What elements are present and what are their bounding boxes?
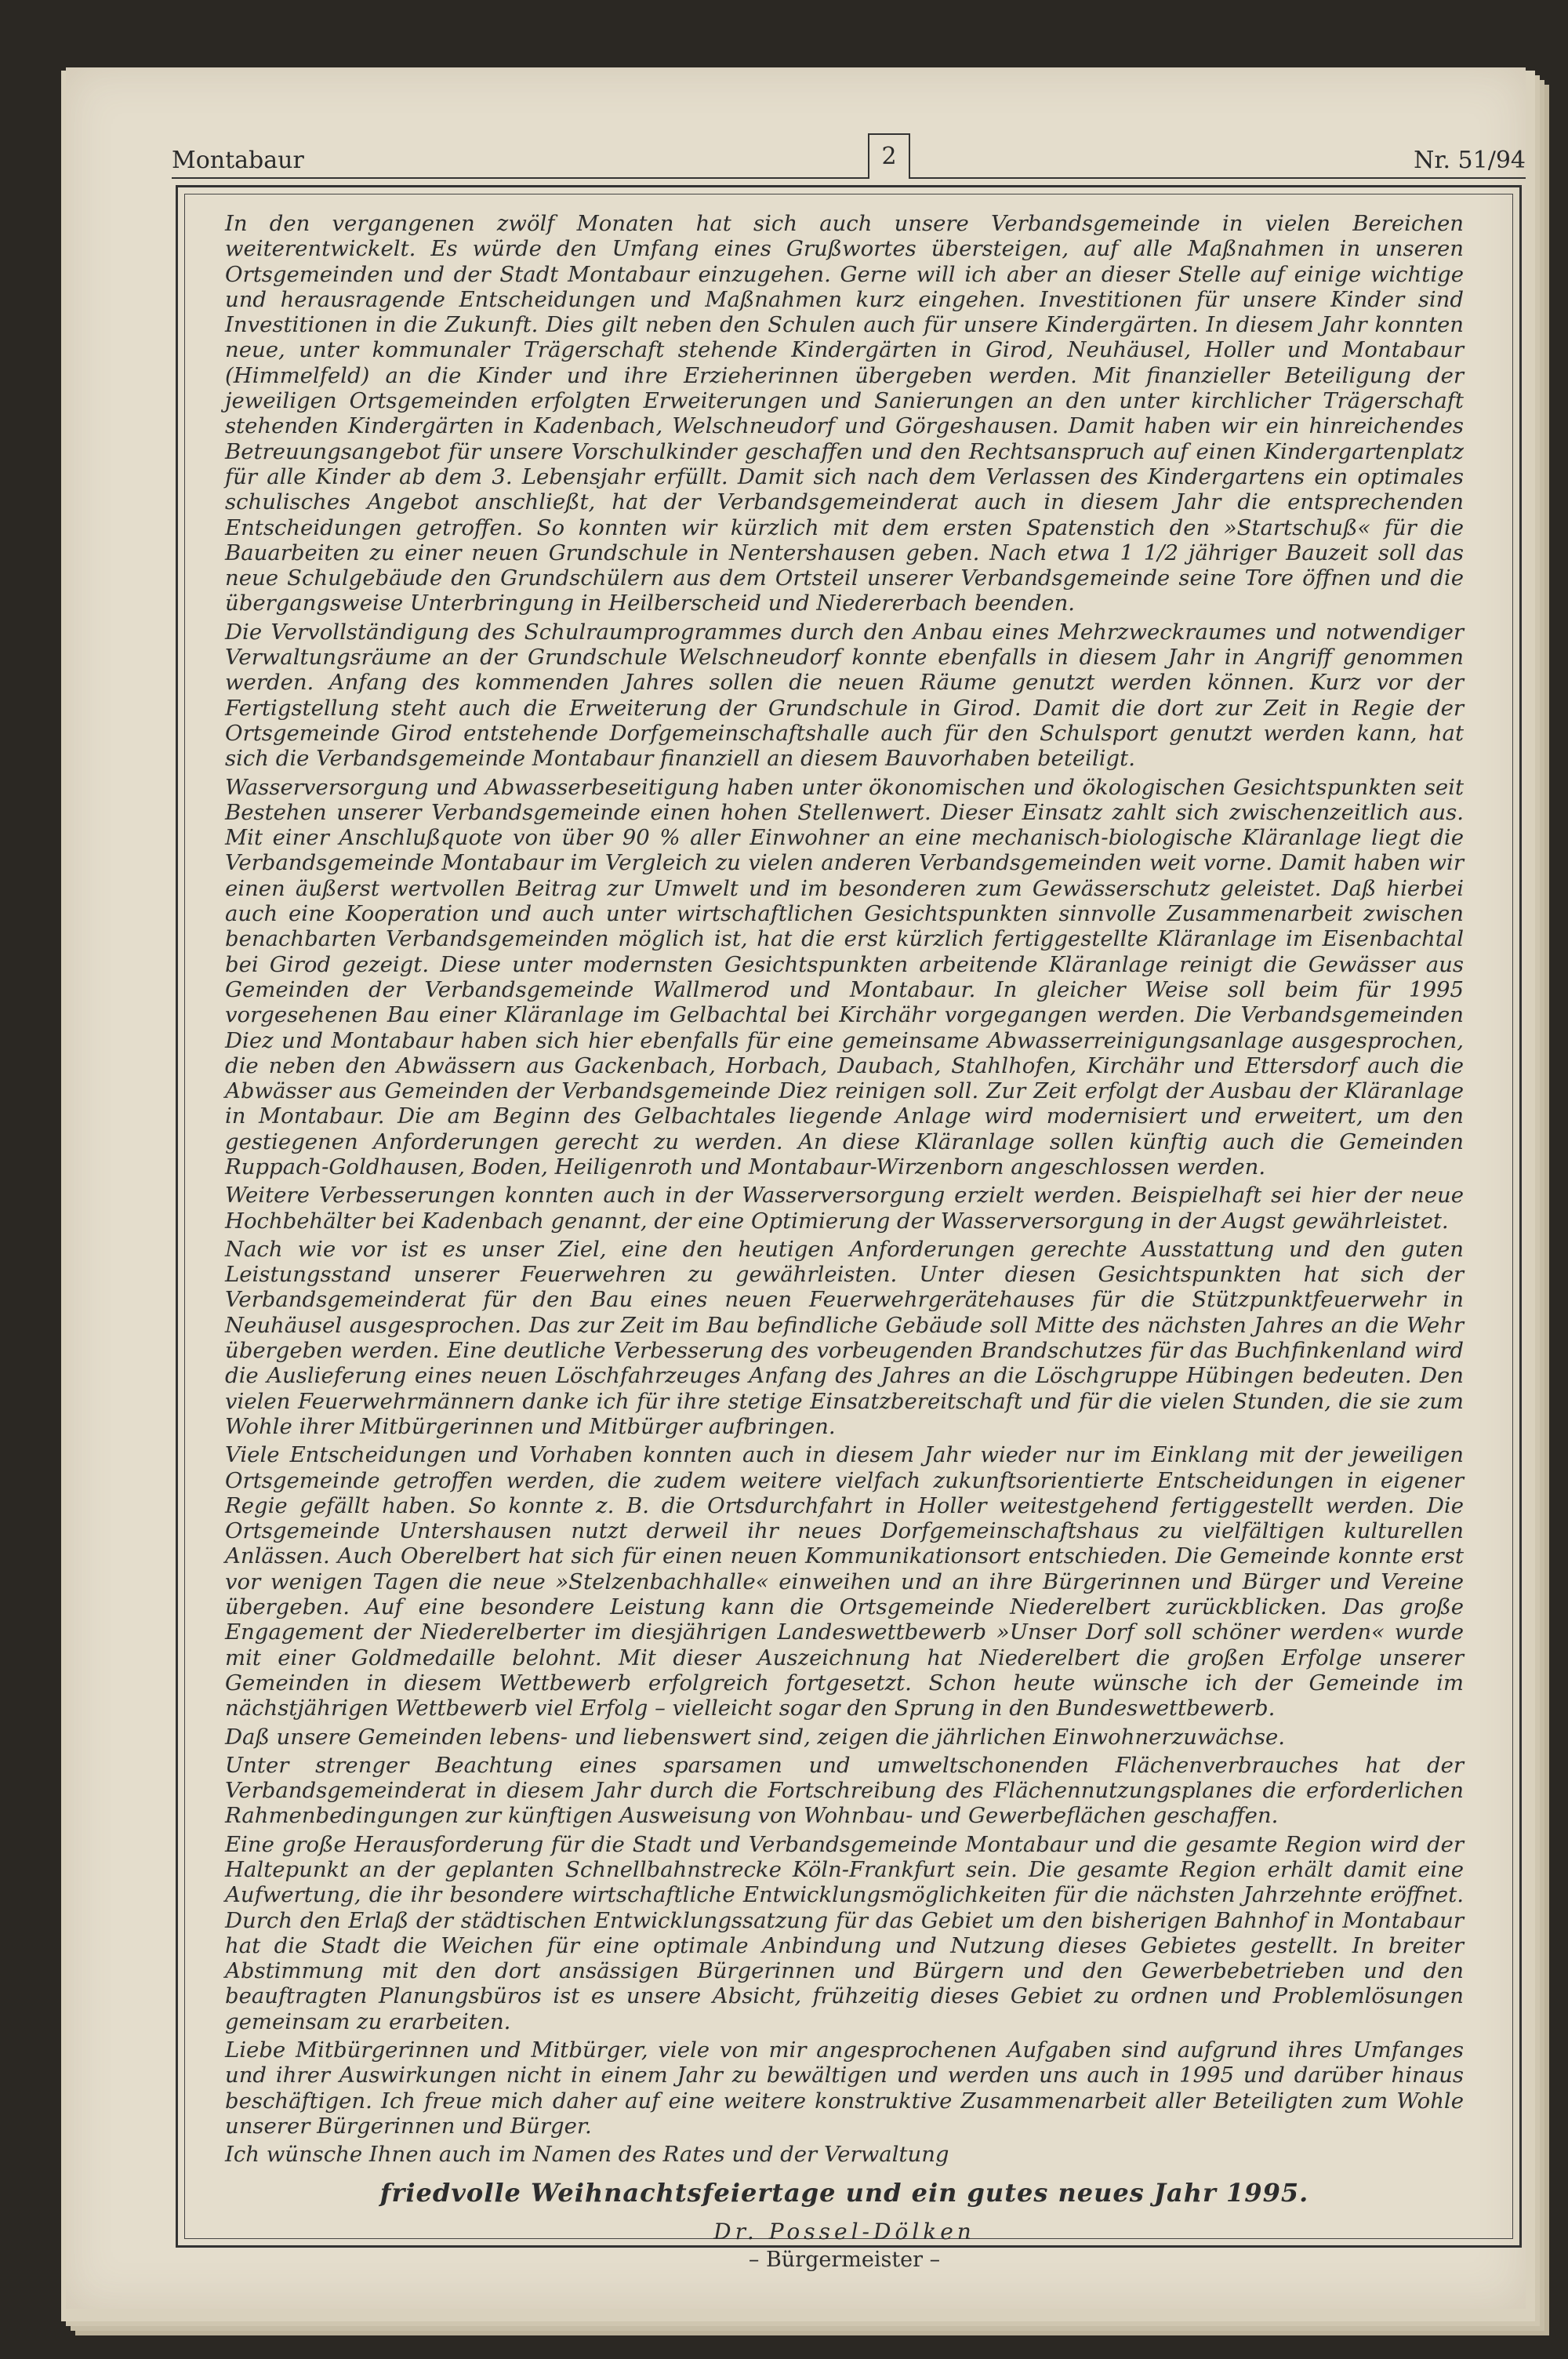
page-header (172, 130, 1526, 179)
header-page-number: 2 (868, 133, 910, 179)
paragraph: Unter strenger Beachtung eines sparsamen und umweltschonenden Flächenverbrauches hat der Verbandsgemeinderat in diesem Jahr durch die Fortschreibung des Flächennutzungsplanes die erforderlichen Rahmenbedingungen zur künftigen Ausweisung von Wohnbau- und Gewerbeflächen geschaffen. (225, 1752, 1464, 1829)
paragraph: Daß unsere Gemeinden lebens- und liebenswert sind, zeigen die jährlichen Einwohnerzuwächse. (225, 1724, 1285, 1750)
paragraph: Die Vervollständigung des Schulraumprogrammes durch den Anbau eines Mehrzweckraumes und notwendiger Verwaltungsräume an der Grundschule Welschneudorf konnte ebenfalls in diesem Jahr in Angriff genommen werden. Anfang des kommenden Jahres sollen die neuen Räume genutzt werden können. Kurz vor der Fertigstellung steht auch die Erweiterung der Grundschule in Girod. Damit die dort zur Zeit in Regie der Ortsgemeinde Girod entstehende Dorfgemeinschaftshalle auch für den Schulsport genutzt werden kann, hat sich die Verbandsgemeinde Montabaur finanziell an diesem Bauvorhaben beteiligt. (225, 619, 1464, 772)
signature-name: Dr. Possel-Dölken (713, 2218, 975, 2245)
header-issue-number: Nr. 51/94 (1414, 147, 1526, 174)
paragraph: Viele Entscheidungen und Vorhaben konnten auch in diesem Jahr wieder nur im Einklang mit der jeweiligen Ortsgemeinde getroffen werden, die zudem weitere vielfach zukunftsorientierte Entscheidungen in eigener Regie gefällt haben. So konnte z. B. die Ortsdurchfahrt in Holler weitestgehend fertiggestellt werden. Die Ortsgemeinde Untershausen nutzt derweil ihr neues Dorfgemeinschaftshaus zu vielfältigen kulturellen Anlässen. Auch Oberelbert hat sich für einen neuen Kommunikationsort entschieden. Die Gemeinde konnte erst vor wenigen Tagen die neue »Stelzenbachhalle« einweihen und an ihre Bürgerinnen und Bürger und Vereine übergeben. Auf eine besondere Leistung kann die Ortsgemeinde Niederelbert zurückblicken. Das große Engagement der Niederelberter im diesjährigen Landeswettbewerb »Unser Dorf soll schöner werden« wurde mit einer Goldmedaille belohnt. Mit dieser Auszeichnung hat Niederelbert die großen Erfolge unserer Gemeinden in diesem Wettbewerb erfolgreich fortgesetzt. Schon heute wünsche ich der Gemeinde im nächstjährigen Wettbewerb viel Erfolg – vielleicht sogar den Sprung in den Bundeswettbewerb. (225, 1442, 1464, 1721)
paragraph: Wasserversorgung und Abwasserbeseitigung haben unter ökonomischen und ökologischen Gesichtspunkten seit Bestehen unserer Verbandsgemeinde einen hohen Stellenwert. Dieser Einsatz zahlt sich zwischenzeitlich aus. Mit einer Anschlußquote von über 90 % aller Einwohner an eine mechanisch-biologische Kläranlage liegt die Verbandsgemeinde Montabaur im Vergleich zu vielen anderen Verbandsgemeinden weit vorne. Damit haben wir einen äußerst wertvollen Beitrag zur Umwelt und im besonderen zum Gewässerschutz geleistet. Daß hierbei auch eine Kooperation und auch unter wirtschaftlichen Gesichtspunkten sinnvolle Zusammenarbeit zwischen benachbarten Verbandsgemeinden möglich ist, hat die erst kürzlich fertiggestellte Kläranlage im Eisenbachtal bei Girod gezeigt. Diese unter modernsten Gesichtspunkten arbeitende Kläranlage reinigt die Gewässer aus Gemeinden der Verbandsgemeinde Wallmerod und Montabaur. In gleicher Weise soll beim für 1995 vorgesehenen Bau einer Kläranlage im Gelbachtal bei Kirchähr vorgegangen werden. Die Verbandsgemeinden Diez und Montabaur haben sich hier ebenfalls für eine gemeinsame Abwasserreinigungsanlage ausgesprochen, die neben den Abwässern aus Gackenbach, Horbach, Daubach, Stahlhofen, Kirchähr und Ettersdorf auch die Abwässer aus Gemeinden der Verbandsgemeinde Diez reinigen soll. Zur Zeit erfolgt der Ausbau der Kläranlage in Montabaur. Die am Beginn des Gelbachtales liegende Anlage wird modernisiert und erweitert, um den gestiegenen Anforderungen gerecht zu werden. An diese Kläranlage sollen künftig auch die Gemeinden Ruppach-Goldhausen, Boden, Heiligenroth und Montabaur-Wirzenborn angeschlossen werden. (225, 774, 1464, 1180)
header-publication: Montabaur (172, 147, 304, 174)
signature-title: – Bürgermeister – (748, 2248, 941, 2273)
paragraph: In den vergangenen zwölf Monaten hat sich auch unsere Verbandsgemeinde in vielen Bereichen weiterentwickelt. Es würde den Umfang eines Grußwortes übersteigen, auf alle Maßnahmen in unseren Ortsgemeinden und der Stadt Montabaur einzugehen. Gerne will ich aber an dieser Stelle auf einige wichtige und herausragende Entscheidungen und Maßnahmen kurz eingehen. Investitionen für unsere Kinder sind Investitionen in die Zukunft. Dies gilt neben den Schulen auch für unsere Kindergärten. In diesem Jahr konnten neue, unter kommunaler Trägerschaft stehende Kindergärten in Girod, Neuhäusel, Holler und Montabaur (Himmelfeld) an die Kinder und ihre Erzieherinnen übergeben werden. Mit finanzieller Beteiligung der jeweiligen Ortsgemeinden erfolgten Erweiterungen und Sanierungen an den unter kirchlicher Trägerschaft stehenden Kindergärten in Kadenbach, Welschneudorf und Görgeshausen. Damit haben wir ein hinreichendes Betreuungsangebot für unsere Vorschulkinder geschaffen und den Rechtsanspruch auf einen Kindergartenplatz für alle Kinder ab dem 3. Lebensjahr erfüllt. Damit sich nach dem Verlassen des Kindergartens ein optimales schulisches Angebot anschließt, hat der Verbandsgemeinderat auch in diesem Jahr die entsprechenden Entscheidungen getroffen. So konnten wir kürzlich mit dem ersten Spatenstich den »Startschuß« für die Bauarbeiten zu einer neuen Grundschule in Nentershausen geben. Nach etwa 1 1/2 jähriger Bauzeit soll das neue Schulgebäude den Grundschülern aus dem Ortsteil unserer Verbandsgemeinde seine Tore öffnen und die übergangsweise Unterbringung in Heilberscheid und Niedererbach beenden. (225, 211, 1464, 616)
paragraph: Eine große Herausforderung für die Stadt und Verbandsgemeinde Montabaur und die gesamte Region wird der Haltepunkt an der geplanten Schnellbahnstrecke Köln-Frankfurt sein. Die gesamte Region erhält damit eine Aufwertung, die ihr besondere wirtschaftliche Entwicklungsmöglichkeiten für die nächsten Jahrzehnte eröffnet. Durch den Erlaß der städtischen Entwicklungssatzung für das Gebiet um den bisherigen Bahnhof in Montabaur hat die Stadt die Weichen für eine optimale Anbindung und Nutzung dieses Gebietes gestellt. In breiter Abstimmung mit den dort ansässigen Bürgerinnen und Bürgern und den Gewerbebetrieben und den beauftragten Planungsbüros ist es unsere Absicht, frühzeitig dieses Gebiet zu ordnen und Problemlösungen gemeinsam zu erarbeiten. (225, 1831, 1464, 2034)
article-frame (176, 185, 1522, 2273)
paragraph: Ich wünsche Ihnen auch im Namen des Rates und der Verwaltung (225, 2142, 949, 2168)
newspaper-page (66, 67, 1526, 2309)
paragraph: Liebe Mitbürgerinnen und Mitbürger, viele von mir angesprochenen Aufgaben sind aufgrund ihres Umfanges und ihrer Auswirkungen nicht in einem Jahr zu bewältigen und werden uns auch in 1995 und darüber hinaus beschäftigen. Ich freue mich daher auf eine weitere konstruktive Zusammenarbeit aller Beteiligten zum Wohle unserer Bürgerinnen und Bürger. (225, 2037, 1464, 2139)
paragraph: Weitere Verbesserungen konnten auch in der Wasserversorgung erzielt werden. Beispielhaft sei hier der neue Hochbehälter bei Kadenbach genannt, der eine Optimierung der Wasserversorgung in der Augst gewährleistet. (225, 1183, 1464, 1234)
article-body (225, 211, 1464, 2273)
paragraph: Nach wie vor ist es unser Ziel, eine den heutigen Anforderungen gerechte Ausstattung und den guten Leistungsstand unserer Feuerwehren zu gewährleisten. Unter diesen Gesichtspunkten hat sich der Verbandsgemeinderat für den Bau eines neuen Feuerwehrgerätehauses für die Stützpunktfeuerwehr in Neuhäusel ausgesprochen. Das zur Zeit im Bau befindliche Gebäude soll Mitte des nächsten Jahres an die Wehr übergeben werden. Eine deutliche Verbesserung des vorbeugenden Brandschutzes für das Buchfinkenland wird die Auslieferung eines neuen Löschfahrzeuges Anfang des Jahres an die Löschgruppe Hübingen bedeuten. Den vielen Feuerwehrmännern danke ich für ihre stetige Einsatzbereitschaft und für die vielen Stunden, die sie zum Wohle ihrer Mitbürgerinnen und Mitbürger aufbringen. (225, 1236, 1464, 1439)
closing-greeting: friedvolle Weihnachtsfeiertage und ein gutes neues Jahr 1995. (379, 2177, 1309, 2208)
